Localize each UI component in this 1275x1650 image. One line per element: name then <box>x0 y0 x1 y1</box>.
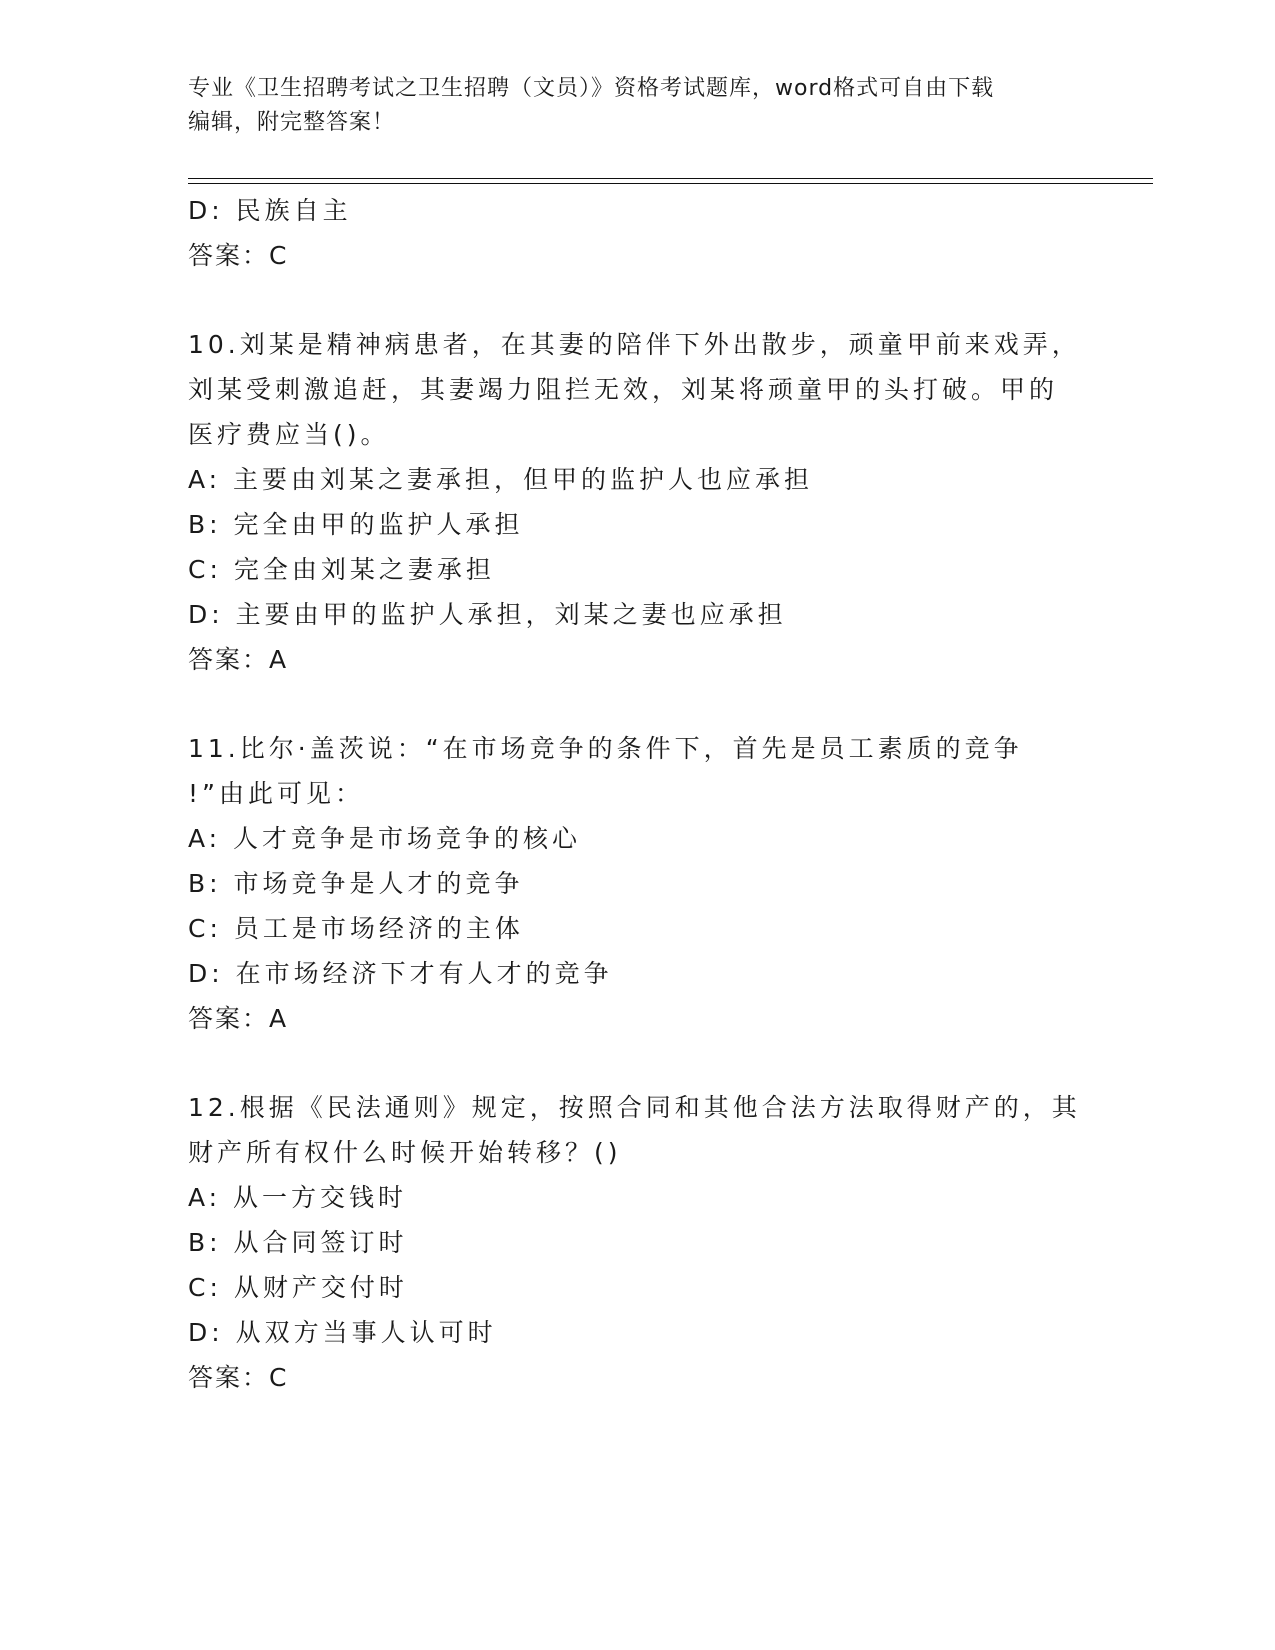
prev-answer: 答案：C <box>188 241 289 270</box>
question-11-answer: 答案：A <box>188 1004 289 1033</box>
question-11-option-d: D: 在市场经济下才有人才的竞争 <box>188 959 613 988</box>
question-12-option-a: A: 从一方交钱时 <box>188 1183 408 1212</box>
question-11-option-c: C: 员工是市场经济的主体 <box>188 914 524 943</box>
question-12 <box>188 1085 1088 1400</box>
question-11-line-1: 11.比尔·盖茨说：“在市场竞争的条件下，首先是员工素质的竞争 <box>188 734 1023 763</box>
question-12-answer: 答案：C <box>188 1363 289 1392</box>
question-10-option-b: B: 完全由甲的监护人承担 <box>188 510 524 539</box>
question-10-line-1: 10.刘某是精神病患者，在其妻的陪伴下外出散步，顽童甲前来戏弄， <box>188 330 1081 359</box>
question-12-line-1: 12.根据《民法通则》规定，按照合同和其他合法方法取得财产的，其 <box>188 1093 1081 1122</box>
question-12-option-b: B: 从合同签订时 <box>188 1228 408 1257</box>
spacer <box>188 1041 1088 1085</box>
question-10-line-2: 刘某受刺激追赶，其妻竭力阻拦无效，刘某将顽童甲的头打破。甲的 <box>188 375 1059 404</box>
question-10-option-c: C: 完全由刘某之妻承担 <box>188 555 495 584</box>
header-rule-bottom <box>188 183 1153 184</box>
question-10-option-d: D: 主要由甲的监护人承担，刘某之妻也应承担 <box>188 600 787 629</box>
question-10-line-3: 医疗费应当()。 <box>188 420 390 449</box>
prev-option-d: D: 民族自主 <box>188 196 352 225</box>
question-11 <box>188 726 1088 1041</box>
question-11-option-b: B: 市场竞争是人才的竞争 <box>188 869 524 898</box>
page-header <box>188 72 1068 140</box>
question-12-option-d: D: 从双方当事人认可时 <box>188 1318 497 1347</box>
question-12-option-c: C: 从财产交付时 <box>188 1273 408 1302</box>
spacer <box>188 278 1088 322</box>
header-line-1: 专业《卫生招聘考试之卫生招聘（文员）》资格考试题库，word格式可自由下载 <box>188 76 995 101</box>
spacer <box>188 682 1088 726</box>
question-11-option-a: A: 人才竞争是市场竞争的核心 <box>188 824 582 853</box>
question-content <box>188 188 1088 1400</box>
question-10-answer: 答案：A <box>188 645 289 674</box>
question-11-line-2: !”由此可见： <box>188 779 364 808</box>
header-rule-top <box>188 178 1153 179</box>
header-line-2: 编辑，附完整答案！ <box>188 110 396 135</box>
question-10 <box>188 322 1088 682</box>
question-12-line-2: 财产所有权什么时候开始转移？() <box>188 1138 622 1167</box>
question-10-option-a: A: 主要由刘某之妻承担，但甲的监护人也应承担 <box>188 465 814 494</box>
